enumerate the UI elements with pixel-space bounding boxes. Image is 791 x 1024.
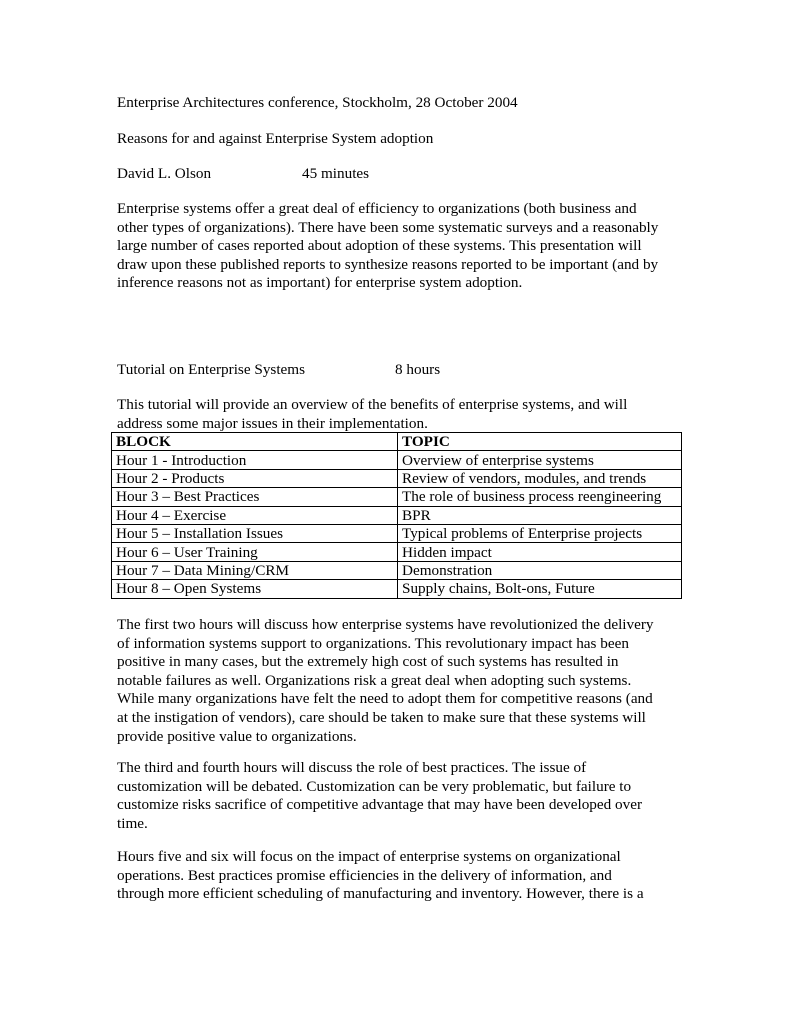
topic-cell: The role of business process reengineering [398,488,682,506]
text-line: Enterprise systems offer a great deal of efficiency to organizations (both business and [117,200,637,217]
text-line: through more efficient scheduling of manufacturing and inventory. However, there is a [117,885,644,903]
block-cell: Hour 3 – Best Practices [112,488,398,506]
table-row [112,543,682,561]
text-line: other types of organizations). There have been some systematic surveys and a reasonably [117,218,659,236]
tutorial-intro [117,396,687,433]
block-cell: Hour 7 – Data Mining/CRM [112,561,398,579]
topic-cell: Demonstration [398,561,682,579]
text-line: The third and fourth hours will discuss the role of best practices. The issue of [117,759,587,776]
block-cell: Hour 8 – Open Systems [112,580,398,598]
text-line: customize risks sacrifice of competitive advantage that may have been developed over [117,796,643,814]
text-line: While many organizations have felt the need to adopt them for competitive reasons (and [117,690,653,708]
text-line: at the instigation of vendors), care should be taken to make sure that these systems will [117,708,646,726]
table-row [112,561,682,579]
table-row [112,580,682,598]
body-paragraph-five-six-hours [117,848,687,904]
topic-cell: BPR [398,506,682,524]
column-header-block: BLOCK [112,433,398,451]
text-line: operations. Best practices promise efficiencies in the delivery of information, and [117,866,612,884]
block-cell: Hour 5 – Installation Issues [112,524,398,542]
talk-duration: 45 minutes [302,165,370,182]
text-line: time. [117,814,148,832]
body-paragraph-third-fourth-hours [117,759,687,833]
text-line: Hours five and six will focus on the impact of enterprise systems on organizational [117,848,621,865]
speaker-name: David L. Olson [117,165,212,182]
tutorial-title: Tutorial on Enterprise Systems [117,361,306,378]
talk-title: Reasons for and against Enterprise System adoption [117,130,434,147]
text-line: draw upon these published reports to synthesize reasons reported to be important (and by [117,255,659,273]
text-line: provide positive value to organizations. [117,727,357,745]
topic-cell: Hidden impact [398,543,682,561]
text-line: notable failures as well. Organizations risk a great deal when adopting such systems. [117,671,632,689]
topic-cell: Review of vendors, modules, and trends [398,469,682,487]
table-row [112,506,682,524]
table-header-row [112,433,682,451]
column-header-topic: TOPIC [398,433,682,451]
body-paragraph-first-two-hours [117,616,687,746]
table-row [112,451,682,469]
tutorial-duration: 8 hours [395,361,441,378]
table-row [112,469,682,487]
speaker-line [117,164,517,183]
topic-cell: Typical problems of Enterprise projects [398,524,682,542]
topic-cell: Supply chains, Bolt-ons, Future [398,580,682,598]
topic-cell: Overview of enterprise systems [398,451,682,469]
text-line: positive in many cases, but the extremely high cost of such systems has resulted in [117,653,619,671]
schedule-table [111,432,682,599]
text-line: customization will be debated. Customization can be very problematic, but failure to [117,777,632,795]
tutorial-heading [117,360,517,379]
conference-line: Enterprise Architectures conference, Stockholm, 28 October 2004 [117,94,518,111]
block-cell: Hour 1 - Introduction [112,451,398,469]
abstract-paragraph [117,200,687,293]
text-line: address some major issues in their implementation. [117,414,428,432]
table-row [112,524,682,542]
text-line: The first two hours will discuss how enterprise systems have revolutionized the delivery [117,616,654,633]
table-row [112,488,682,506]
text-line: inference reasons not as important) for enterprise system adoption. [117,274,523,292]
text-line: This tutorial will provide an overview of the benefits of enterprise systems, and will [117,396,628,413]
block-cell: Hour 6 – User Training [112,543,398,561]
block-cell: Hour 2 - Products [112,469,398,487]
block-cell: Hour 4 – Exercise [112,506,398,524]
text-line: large number of cases reported about adoption of these systems. This presentation will [117,237,642,255]
text-line: of information systems support to organizations. This revolutionary impact has been [117,634,629,652]
